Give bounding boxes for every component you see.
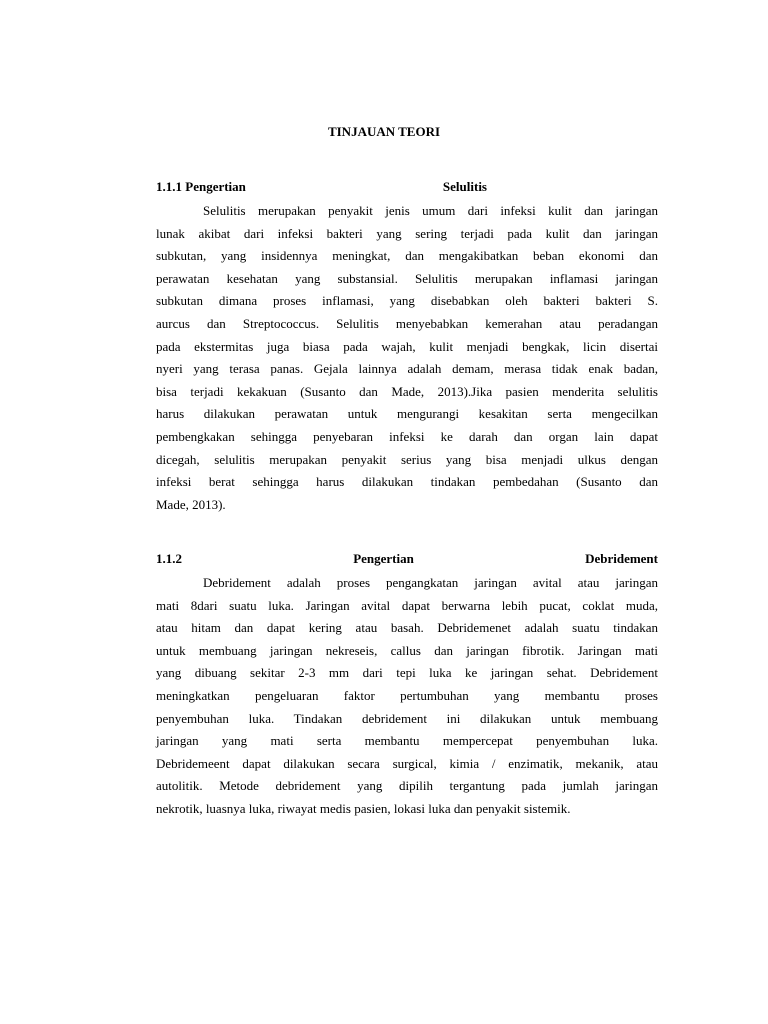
- paragraph-line: perawatan kesehatan yang substansial. Selulitis merupakan inflamasi jaringan: [156, 270, 658, 286]
- paragraph-line: jaringan yang mati serta membantu mempercepat penyembuhan luka.: [156, 733, 658, 749]
- page-title: TINJAUAN TEORI: [327, 124, 441, 139]
- heading-number: 1.1.2: [156, 551, 182, 566]
- paragraph-line: atau hitam dan dapat kering atau basah. Debridemenet adalah suatu tindakan: [156, 620, 658, 636]
- paragraph-line: Made, 2013).: [156, 496, 226, 512]
- paragraph-line: subkutan dimana proses inflamasi, yang disebabkan oleh bakteri bakteri S.: [156, 293, 658, 309]
- section-heading-debridement: [156, 550, 658, 568]
- paragraph-line: dicegah, selulitis merupakan penyakit serius yang bisa menjadi ulkus dengan: [156, 451, 658, 467]
- paragraph-line: lunak akibat dari infeksi bakteri yang sering terjadi pada kulit dan jaringan: [156, 225, 658, 241]
- paragraph-line: untuk membuang jaringan nekreseis, callus dan jaringan fibrotik. Jaringan mati: [156, 642, 658, 658]
- paragraph-line: Debridemeent dapat dilakukan secara surgical, kimia / enzimatik, mekanik, atau: [156, 755, 658, 771]
- paragraph-line: mati 8dari suatu luka. Jaringan avital dapat berwarna lebih pucat, coklat muda,: [156, 597, 658, 613]
- section-body-debridement: [156, 572, 658, 821]
- paragraph-line: pada ekstermitas juga biasa pada wajah, kulit menjadi bengkak, licin disertai: [156, 338, 658, 354]
- paragraph-line: nyeri yang terasa panas. Gejala lainnya adalah demam, merasa tidak enak badan,: [156, 361, 658, 377]
- paragraph-line: infeksi berat sehingga harus dilakukan tindakan pembedahan (Susanto dan: [156, 474, 658, 490]
- paragraph-line: Debridement adalah proses pengangkatan jaringan avital atau jaringan: [203, 575, 658, 590]
- paragraph-line: bisa terjadi kekakuan (Susanto dan Made, 2013).Jika pasien menderita selulitis: [156, 383, 658, 399]
- paragraph-line: aurcus dan Streptococcus. Selulitis menyebabkan kemerahan atau peradangan: [156, 315, 658, 331]
- heading-topic: Debridement: [585, 551, 658, 566]
- paragraph-line: nekrotik, luasnya luka, riwayat medis pasien, lokasi luka dan penyakit sistemik.: [156, 800, 571, 816]
- paragraph-line: yang dibuang sekitar 2-3 mm dari tepi luka ke jaringan sehat. Debridement: [156, 665, 658, 681]
- paragraph-line: penyembuhan luka. Tindakan debridement ini dilakukan untuk membuang: [156, 710, 658, 726]
- paragraph-line: subkutan, yang insidennya meningkat, dan mengakibatkan beban ekonomi dan: [156, 248, 658, 264]
- heading-number: 1.1.1 Pengertian: [156, 179, 246, 194]
- paragraph-line: meningkatkan pengeluaran faktor pertumbuhan yang membantu proses: [156, 687, 658, 703]
- heading-topic: Selulitis: [442, 179, 487, 194]
- section-body-selulitis: [156, 200, 658, 516]
- section-heading-selulitis: [156, 178, 658, 196]
- paragraph-line: harus dilakukan perawatan untuk mengurangi kesakitan serta mengecilkan: [156, 406, 658, 422]
- paragraph-line: pembengkakan sehingga penyebaran infeksi ke darah dan organ lain dapat: [156, 428, 658, 444]
- paragraph-line: Selulitis merupakan penyakit jenis umum dari infeksi kulit dan jaringan: [203, 203, 658, 218]
- heading-label: Pengertian: [353, 551, 414, 566]
- paragraph-line: autolitik. Metode debridement yang dipilih tergantung pada jumlah jaringan: [156, 778, 658, 794]
